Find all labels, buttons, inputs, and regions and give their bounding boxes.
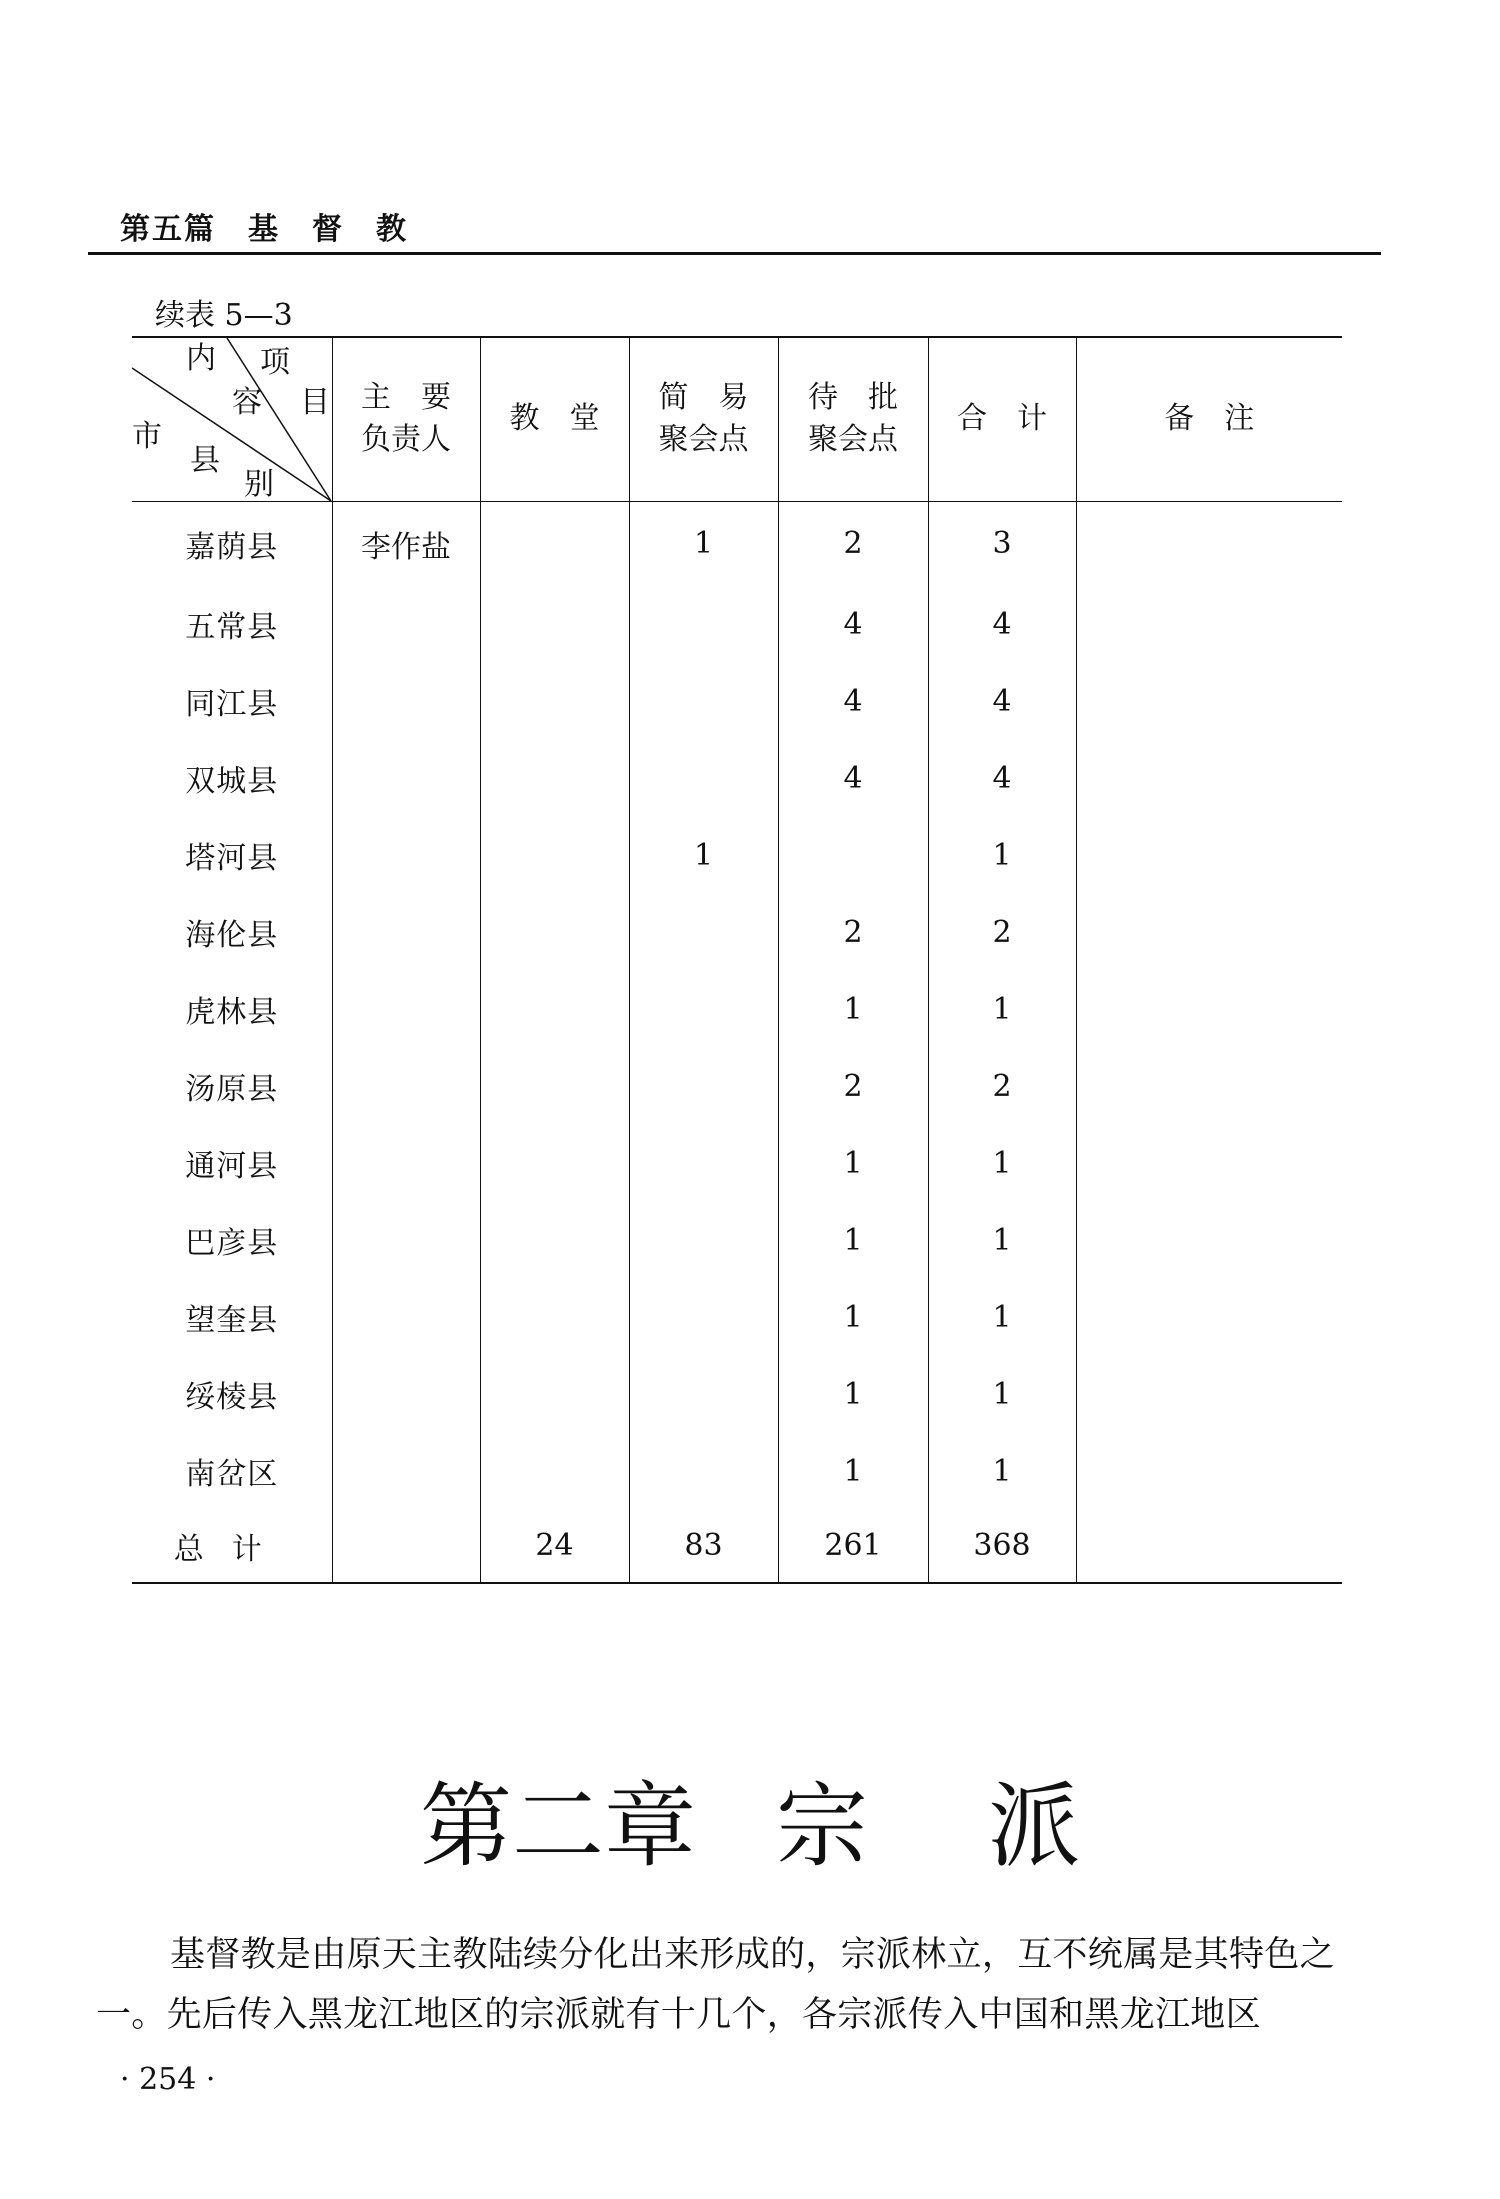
total-cell: 2	[928, 1048, 1076, 1125]
note-cell	[1076, 1048, 1342, 1125]
simple-cell	[629, 1125, 778, 1202]
note-cell	[1076, 1510, 1342, 1583]
county-cell: 绥棱县	[185, 1380, 279, 1415]
chapter-title-char: 宗	[775, 1773, 868, 1880]
column-header-line: 备 注	[1164, 401, 1255, 437]
leader-cell	[332, 740, 480, 817]
column-header-church	[480, 337, 629, 501]
total-cell: 1	[928, 1433, 1076, 1510]
table-row	[132, 971, 1342, 1048]
leader-cell	[332, 1125, 480, 1202]
diagonal-header-cell	[132, 337, 332, 501]
total-label-cell: 总计	[132, 1510, 332, 1583]
simple-cell: 1	[629, 817, 778, 894]
simple-cell	[629, 586, 778, 663]
leader-cell: 李作盐	[332, 501, 480, 586]
simple-cell	[629, 1048, 778, 1125]
pending-cell: 4	[778, 740, 928, 817]
church-cell	[480, 501, 629, 586]
total-cell: 4	[928, 740, 1076, 817]
church-total-cell: 24	[480, 1510, 629, 1583]
chapter-number: 第二章	[419, 1773, 696, 1880]
church-cell	[480, 1279, 629, 1356]
pending-total-cell: 261	[778, 1510, 928, 1583]
table-row	[132, 1048, 1342, 1125]
paragraph-text: 基督教是由原天主教陆续分化出来形成的，宗派林立，互不统属是其特色之一。先后传入黑龙江地区的宗派就有十几个，各宗派传入中国和黑龙江地区	[96, 1935, 1335, 2035]
corner-item-char: 容	[232, 385, 262, 420]
leader-cell	[332, 663, 480, 740]
column-header-line: 待 批	[808, 380, 898, 416]
county-cell: 嘉荫县	[185, 529, 279, 565]
corner-row-char: 市	[132, 419, 162, 454]
leader-cell	[332, 586, 480, 663]
total-cell: 1	[928, 1125, 1076, 1202]
running-head: 第五篇 基 督 教	[120, 212, 408, 247]
church-cell	[480, 1356, 629, 1433]
pending-cell: 2	[778, 894, 928, 971]
church-cell	[480, 1433, 629, 1510]
county-cell: 南岔区	[185, 1457, 279, 1492]
church-cell	[480, 817, 629, 894]
pending-cell: 2	[778, 501, 928, 586]
table-row	[132, 740, 1342, 817]
table-body	[132, 501, 1342, 1583]
simple-total-cell: 83	[629, 1510, 778, 1583]
total-cell: 1	[928, 817, 1076, 894]
pending-cell: 4	[778, 663, 928, 740]
leader-cell	[332, 1279, 480, 1356]
chapter-title	[0, 1772, 1500, 1882]
note-cell	[1076, 817, 1342, 894]
corner-item-char: 目	[300, 385, 330, 420]
pending-cell: 1	[778, 1125, 928, 1202]
county-cell: 望奎县	[185, 1303, 279, 1338]
county-cell: 虎林县	[185, 995, 279, 1030]
note-cell	[1076, 501, 1342, 586]
note-cell	[1076, 971, 1342, 1048]
leader-cell	[332, 894, 480, 971]
pending-cell: 1	[778, 1356, 928, 1433]
note-cell	[1076, 894, 1342, 971]
table-header-row	[132, 337, 1342, 501]
total-row	[132, 1510, 1342, 1583]
column-header-leader	[332, 337, 480, 501]
note-cell	[1076, 1356, 1342, 1433]
table-caption: 续表 5—3	[155, 298, 293, 333]
total-cell: 2	[928, 894, 1076, 971]
leader-cell	[332, 1048, 480, 1125]
pending-cell	[778, 817, 928, 894]
church-cell	[480, 894, 629, 971]
note-cell	[1076, 586, 1342, 663]
pending-cell: 2	[778, 1048, 928, 1125]
church-cell	[480, 1202, 629, 1279]
leader-cell	[332, 1433, 480, 1510]
total-cell: 1	[928, 1279, 1076, 1356]
statistics-table	[132, 336, 1342, 1584]
county-cell: 巴彦县	[185, 1226, 279, 1261]
church-cell	[480, 1048, 629, 1125]
church-cell	[480, 1125, 629, 1202]
table-row	[132, 501, 1342, 586]
simple-cell	[629, 1202, 778, 1279]
note-cell	[1076, 1202, 1342, 1279]
simple-cell	[629, 1356, 778, 1433]
table-row	[132, 1356, 1342, 1433]
county-cell: 同江县	[185, 687, 279, 722]
grand-total-cell: 368	[928, 1510, 1076, 1583]
simple-cell	[629, 894, 778, 971]
church-cell	[480, 971, 629, 1048]
chapter-title-char: 派	[988, 1773, 1081, 1880]
county-cell: 五常县	[185, 610, 279, 645]
column-header-line: 负责人	[361, 422, 451, 458]
column-header-note	[1076, 337, 1342, 501]
table-row	[132, 817, 1342, 894]
column-header-simple-meeting-point	[629, 337, 778, 501]
total-cell: 1	[928, 1202, 1076, 1279]
county-cell: 汤原县	[185, 1072, 279, 1107]
leader-cell	[332, 971, 480, 1048]
total-cell: 1	[928, 1356, 1076, 1433]
pending-cell: 1	[778, 1279, 928, 1356]
pending-cell: 1	[778, 971, 928, 1048]
note-cell	[1076, 663, 1342, 740]
diagonal-lines	[132, 338, 332, 502]
total-cell: 4	[928, 586, 1076, 663]
table-row	[132, 1202, 1342, 1279]
pending-cell: 1	[778, 1202, 928, 1279]
note-cell	[1076, 1433, 1342, 1510]
total-cell: 1	[928, 971, 1076, 1048]
total-cell: 4	[928, 663, 1076, 740]
corner-row-char: 别	[244, 467, 274, 502]
corner-row-char: 县	[190, 443, 220, 478]
county-cell: 海伦县	[185, 918, 279, 953]
simple-cell	[629, 1279, 778, 1356]
total-cell: 3	[928, 501, 1076, 586]
column-header-line: 聚会点	[808, 422, 898, 458]
note-cell	[1076, 1279, 1342, 1356]
column-header-line: 聚会点	[658, 422, 749, 458]
county-cell: 塔河县	[185, 841, 279, 876]
leader-cell	[332, 1356, 480, 1433]
column-header-total	[928, 337, 1076, 501]
table-row	[132, 1279, 1342, 1356]
simple-cell	[629, 1433, 778, 1510]
table-row	[132, 1433, 1342, 1510]
note-cell	[1076, 1125, 1342, 1202]
county-cell: 通河县	[185, 1149, 279, 1184]
table-row	[132, 663, 1342, 740]
page-number: · 254 ·	[120, 2062, 216, 2097]
pending-cell: 4	[778, 586, 928, 663]
simple-cell	[629, 971, 778, 1048]
column-header-line: 主 要	[361, 380, 451, 416]
column-header-line: 教 堂	[509, 401, 600, 437]
church-cell	[480, 663, 629, 740]
church-cell	[480, 586, 629, 663]
leader-cell	[332, 1510, 480, 1583]
corner-item-char: 内	[186, 341, 216, 376]
table-row	[132, 586, 1342, 663]
column-header-pending-meeting-point	[778, 337, 928, 501]
county-cell: 双城县	[185, 764, 279, 799]
simple-cell	[629, 663, 778, 740]
table-row	[132, 894, 1342, 971]
body-paragraph	[96, 1925, 1386, 2045]
column-header-line: 合 计	[957, 401, 1047, 437]
pending-cell: 1	[778, 1433, 928, 1510]
simple-cell: 1	[629, 501, 778, 586]
church-cell	[480, 740, 629, 817]
corner-item-char: 项	[260, 345, 290, 380]
column-header-line: 简 易	[658, 380, 749, 416]
note-cell	[1076, 740, 1342, 817]
simple-cell	[629, 740, 778, 817]
leader-cell	[332, 817, 480, 894]
table-row	[132, 1125, 1342, 1202]
header-rule	[88, 252, 1381, 255]
leader-cell	[332, 1202, 480, 1279]
